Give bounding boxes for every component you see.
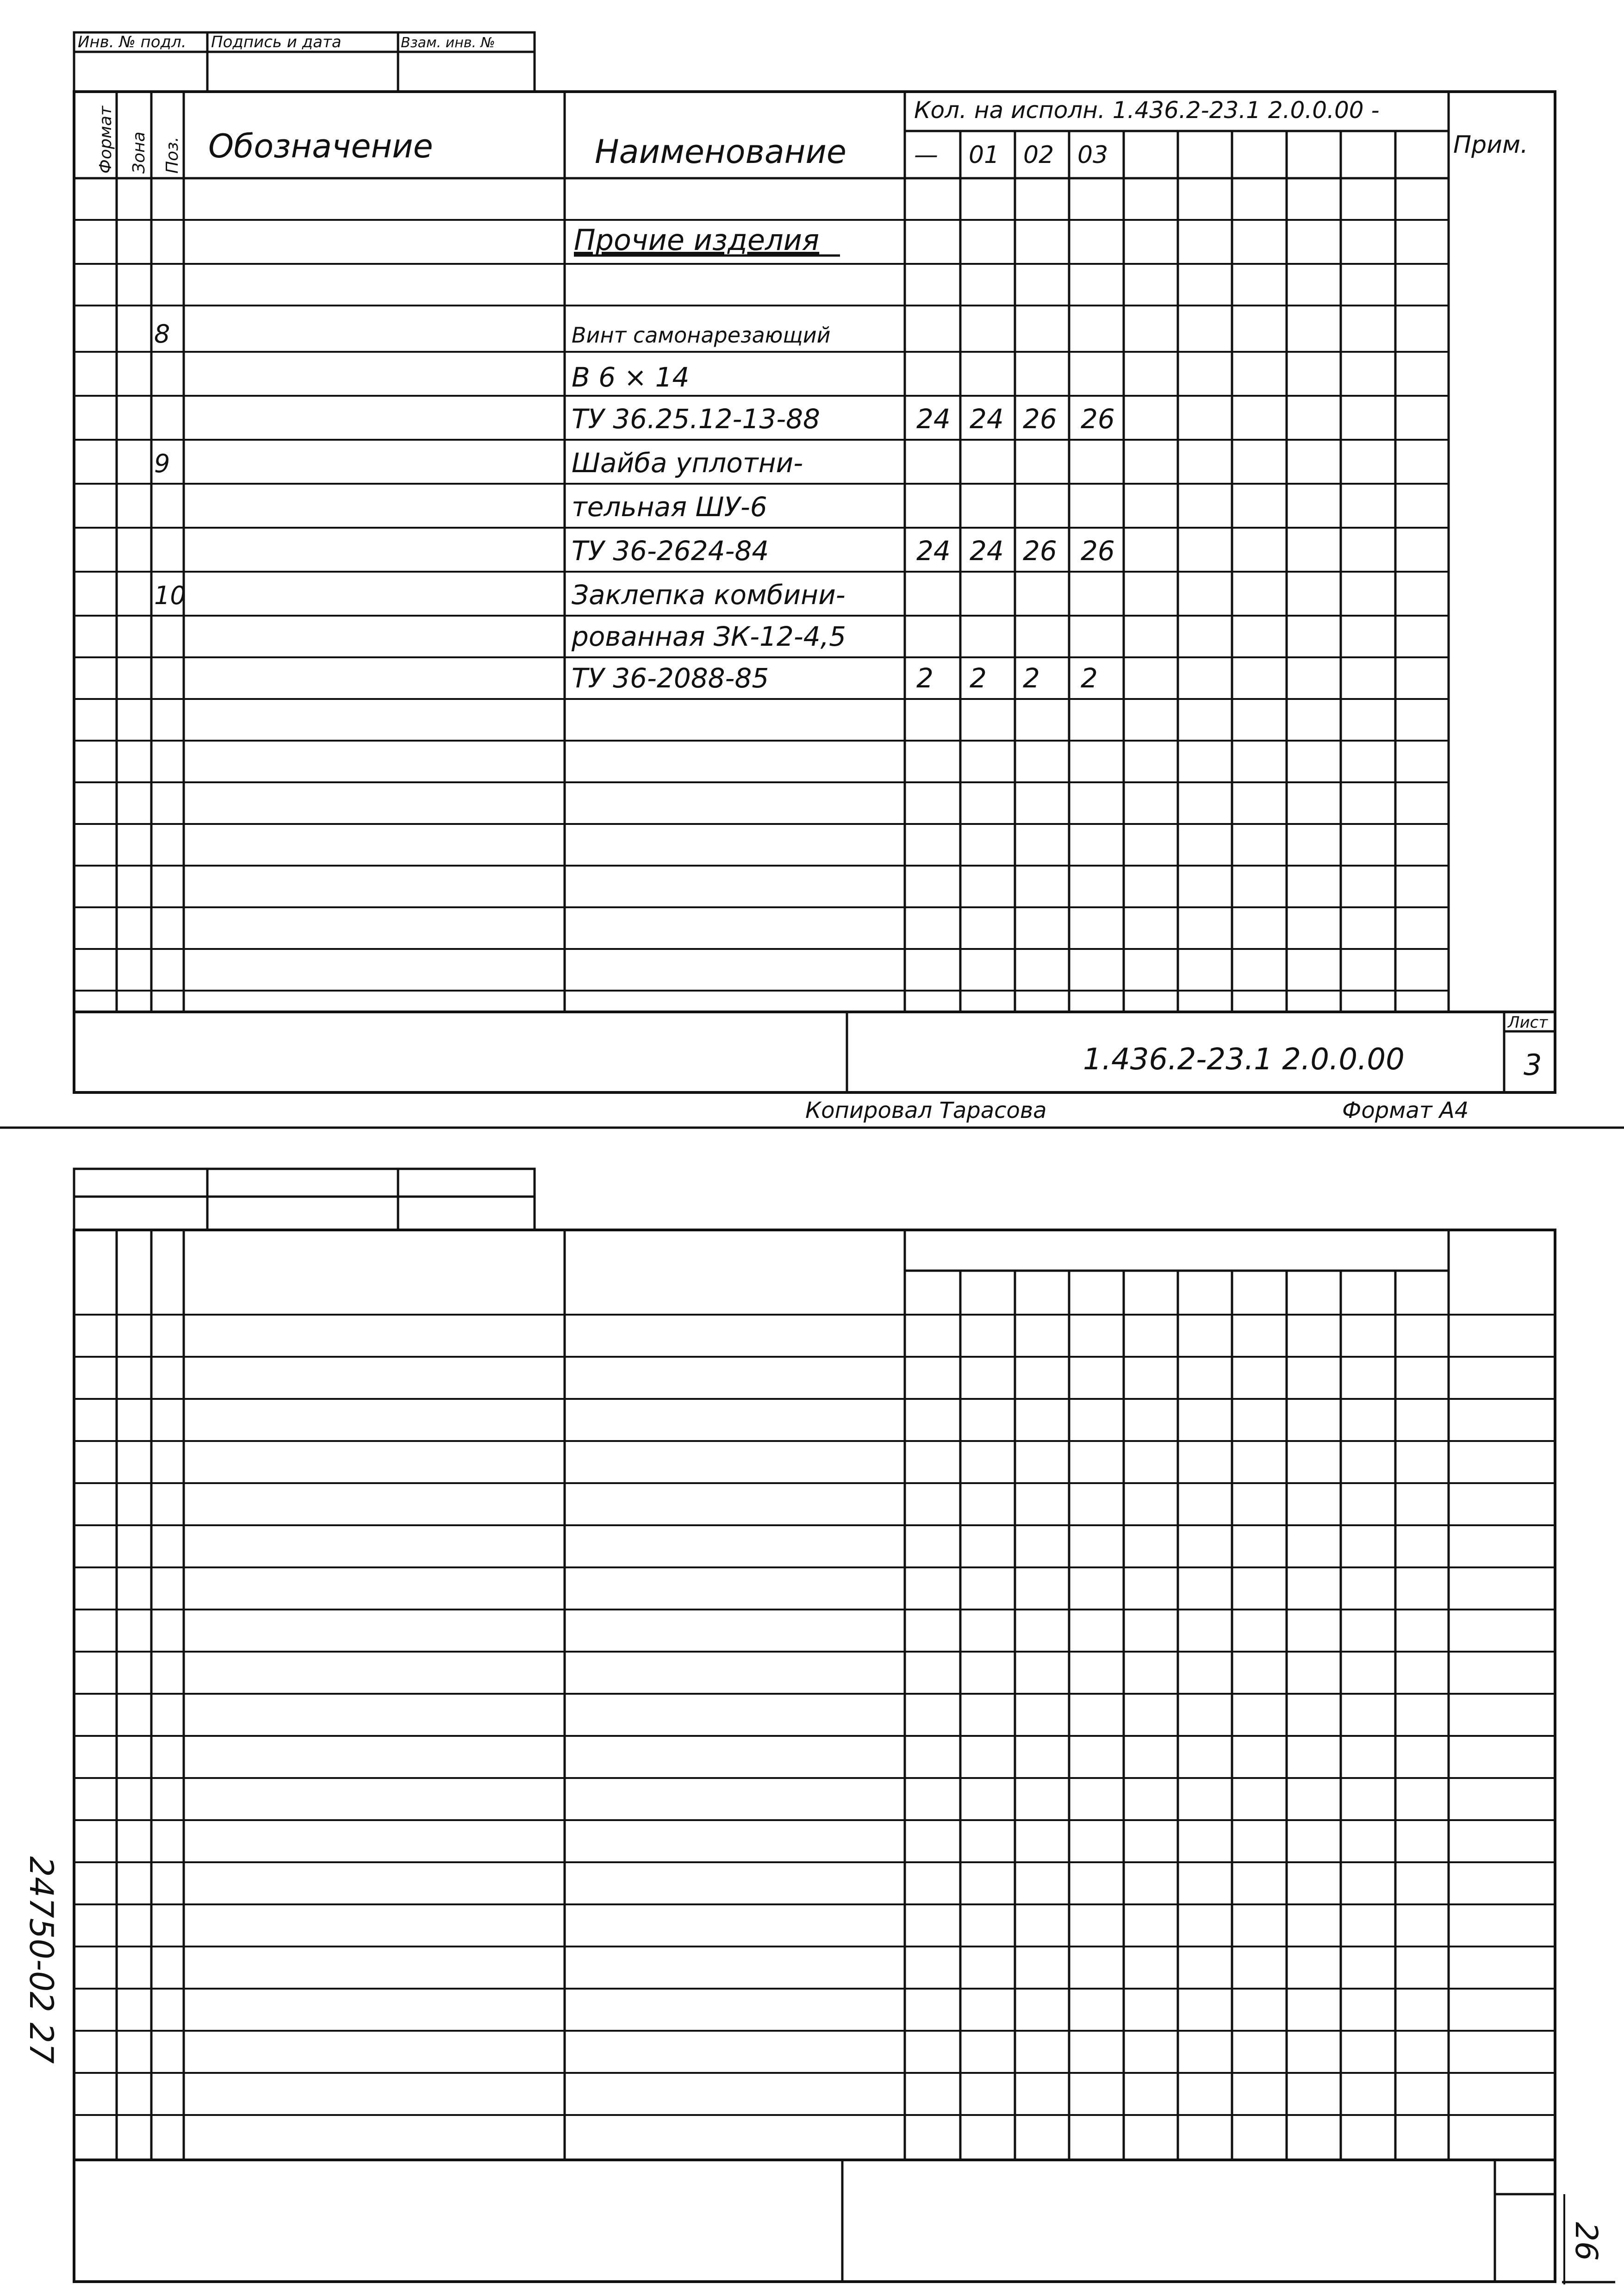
row-name: ТУ 36-2624-84: [572, 535, 769, 567]
header-kol-na-ispoln: Кол. на исполн. 1.436.2-23.1 2.0.0.00 -: [914, 97, 1380, 124]
variant-col-header-0: —: [914, 141, 938, 169]
header-naimenovanie: Наименование: [595, 133, 846, 171]
spec-row: [572, 662, 1098, 694]
page-number: 26: [1568, 2222, 1604, 2261]
bottom-form: [22, 1169, 1615, 2284]
header-prim: Прим.: [1453, 131, 1528, 159]
row-qty: 26: [1023, 535, 1057, 567]
row-poz: 9: [154, 449, 170, 478]
title-list-number: 3: [1524, 1048, 1542, 1082]
row-qty: 24: [970, 535, 1004, 567]
row-qty: 26: [1081, 535, 1115, 567]
bottom-corner-stamp: [74, 1169, 535, 1230]
row-poz: 10: [154, 581, 186, 610]
side-archive-number: 24750-02 27: [22, 1856, 60, 2064]
section-title: Прочие изделия: [574, 223, 820, 257]
spec-row: [154, 579, 846, 611]
stamp-inv-podl: Инв. № подл.: [78, 33, 187, 51]
header-zona: Зона: [130, 131, 149, 174]
row-qty: 26: [1081, 403, 1115, 435]
footer-format: Формат А4: [1342, 1098, 1469, 1123]
variant-column-headers: [914, 141, 1108, 169]
header-poz: Поз.: [163, 137, 182, 174]
row-name: тельная ШУ-6: [572, 491, 767, 523]
bottom-frame: [74, 1230, 1555, 2282]
top-form: [74, 32, 1555, 1123]
bottom-title-block: [842, 2160, 1555, 2282]
row-qty: 2: [1081, 662, 1098, 694]
row-name: рованная ЗК-12-4,5: [572, 621, 846, 652]
spec-row: [571, 621, 846, 652]
row-qty: 26: [1023, 403, 1057, 435]
row-qty: 24: [916, 403, 951, 435]
row-qty: 2: [916, 662, 933, 694]
row-poz: 8: [154, 319, 170, 349]
row-name: В 6 × 14: [572, 362, 690, 393]
footer-copied-by: Копировал Тарасова: [805, 1098, 1047, 1123]
row-qty: 2: [1023, 662, 1040, 694]
title-designation: 1.436.2-23.1 2.0.0.00: [1083, 1042, 1405, 1077]
row-qty: 24: [970, 403, 1004, 435]
variant-col-header-3: 03: [1077, 141, 1108, 169]
row-qty: 24: [916, 535, 951, 567]
spec-items: [154, 319, 1115, 694]
row-qty: 2: [970, 662, 987, 694]
variant-col-header-2: 02: [1023, 141, 1054, 169]
row-name: ТУ 36.25.12-13-88: [572, 403, 820, 435]
row-name: Шайба уплотни-: [572, 447, 803, 479]
spec-row: [572, 403, 1115, 435]
bottom-row-lines: [74, 1315, 1555, 2115]
variant-col-header-1: 01: [969, 141, 1000, 169]
spec-row: [154, 319, 831, 349]
spec-row: [572, 362, 689, 393]
row-name: Заклепка комбини-: [572, 579, 846, 611]
header-format: Формат: [96, 106, 115, 174]
stamp-vzam-inv: Взам. инв. №: [401, 35, 495, 51]
row-name: Винт самонарезающий: [572, 323, 831, 348]
header-oboznachenie: Обозначение: [208, 127, 433, 165]
stamp-podpis-data: Подпись и дата: [211, 33, 342, 51]
row-name: ТУ 36-2088-85: [572, 662, 769, 694]
spec-row: [154, 447, 803, 479]
spec-row: [572, 491, 767, 523]
bottom-column-lines: [117, 1230, 1449, 2160]
spec-row: [572, 535, 1115, 567]
title-list-label: Лист: [1508, 1013, 1548, 1032]
